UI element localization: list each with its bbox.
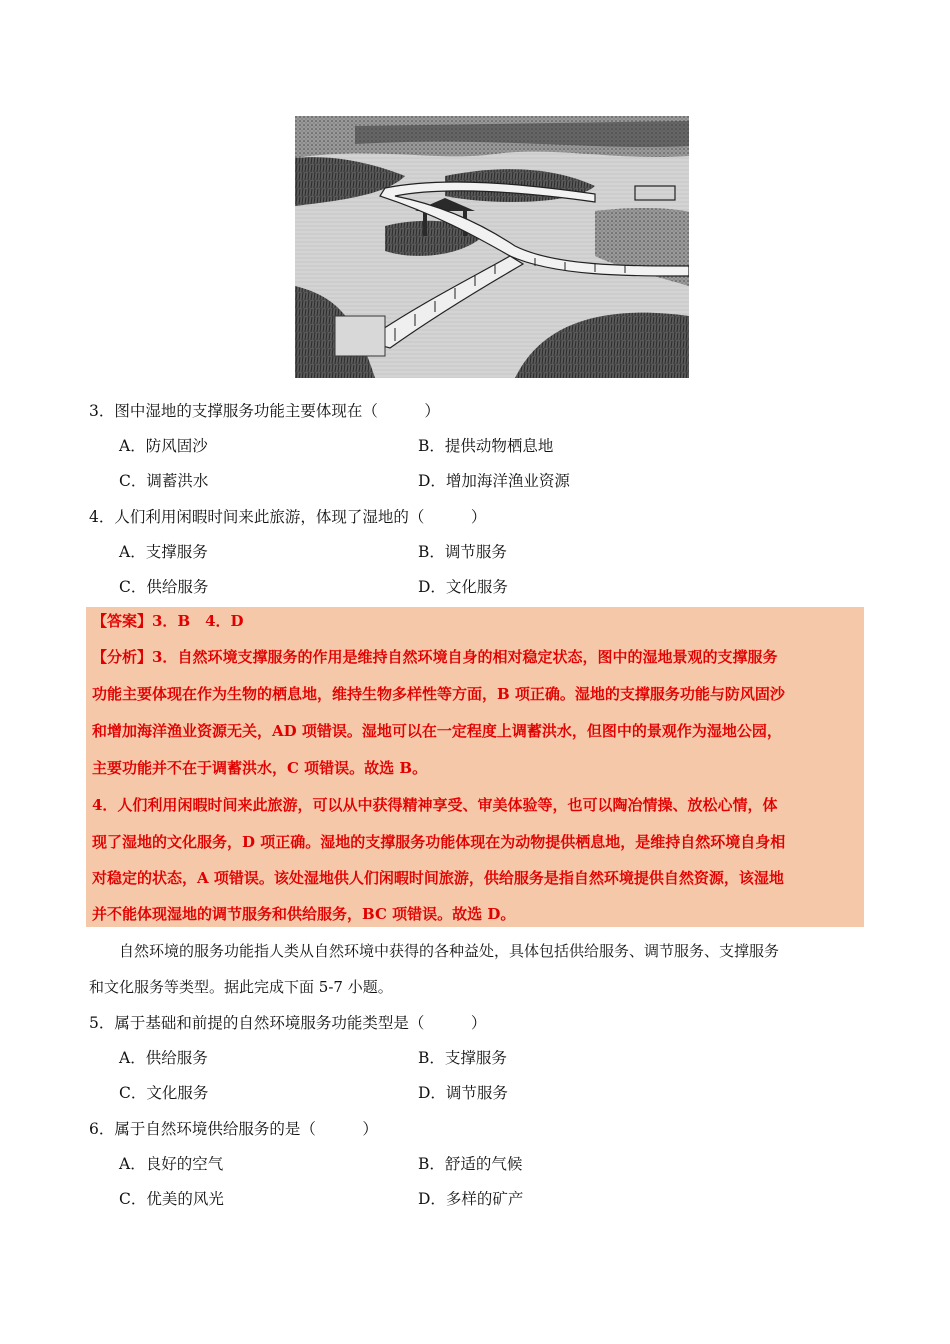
q6-option-b: B．舒适的气候 <box>418 1155 523 1173</box>
q5-option-a: A．供给服务 <box>119 1049 208 1067</box>
analysis-line: 【分析】3．自然环境支撑服务的作用是维持自然环境自身的相对稳定状态，图中的湿地景观的支撑服务 <box>92 648 778 666</box>
analysis-line: 4．人们利用闲暇时间来此旅游，可以从中获得精神享受、审美体验等，也可以陶冶情操、放松心情，体 <box>92 796 778 814</box>
analysis-line: 对稳定的状态，A 项错误。该处湿地供人们闲暇时间旅游，供给服务是指自然环境提供自然资源，该湿地 <box>92 869 784 887</box>
q4-option-a: A．支撑服务 <box>119 543 208 561</box>
q3-option-b: B．提供动物栖息地 <box>418 437 554 455</box>
q3-option-a: A．防风固沙 <box>119 437 208 455</box>
intro-paragraph-line-2: 和文化服务等类型。据此完成下面 5-7 小题。 <box>89 978 393 996</box>
question-6-stem: 6．属于自然环境供给服务的是（ ） <box>89 1120 378 1138</box>
question-3-stem: 3．图中湿地的支撑服务功能主要体现在（ ） <box>89 402 440 420</box>
analysis-line: 功能主要体现在作为生物的栖息地，维持生物多样性等方面，B 项正确。湿地的支撑服务功能与防风固沙 <box>92 685 785 703</box>
q6-option-d: D．多样的矿产 <box>418 1190 524 1208</box>
analysis-line: 主要功能并不在于调蓄洪水，C 项错误。故选 B。 <box>92 759 428 777</box>
q6-option-c: C．优美的风光 <box>119 1190 224 1208</box>
q3-option-c: C．调蓄洪水 <box>119 472 209 490</box>
analysis-line: 和增加海洋渔业资源无关，AD 项错误。湿地可以在一定程度上调蓄洪水，但图中的景观作为湿地公园， <box>92 722 782 740</box>
wetland-boardwalk-photo <box>295 116 689 378</box>
analysis-line: 并不能体现湿地的调节服务和供给服务，BC 项错误。故选 D。 <box>92 905 516 923</box>
q4-option-d: D．文化服务 <box>418 578 508 596</box>
q5-option-d: D．调节服务 <box>418 1084 508 1102</box>
analysis-line: 现了湿地的文化服务，D 项正确。湿地的支撑服务功能体现在为动物提供栖息地，是维持自然环境自身相 <box>92 833 786 851</box>
q6-option-a: A．良好的空气 <box>119 1155 224 1173</box>
q3-option-d: D．增加海洋渔业资源 <box>418 472 570 490</box>
question-4-stem: 4．人们利用闲暇时间来此旅游，体现了湿地的（ ） <box>89 508 487 526</box>
question-5-stem: 5．属于基础和前提的自然环境服务功能类型是（ ） <box>89 1014 487 1032</box>
q4-option-c: C．供给服务 <box>119 578 209 596</box>
answer-analysis-box <box>86 607 864 927</box>
answer-line: 【答案】3．B 4．D <box>92 612 244 630</box>
q4-option-b: B．调节服务 <box>418 543 507 561</box>
q5-option-b: B．支撑服务 <box>418 1049 507 1067</box>
q5-option-c: C．文化服务 <box>119 1084 209 1102</box>
intro-paragraph-line-1: 自然环境的服务功能指人类从自然环境中获得的各种益处，具体包括供给服务、调节服务、支撑服务 <box>119 942 780 960</box>
